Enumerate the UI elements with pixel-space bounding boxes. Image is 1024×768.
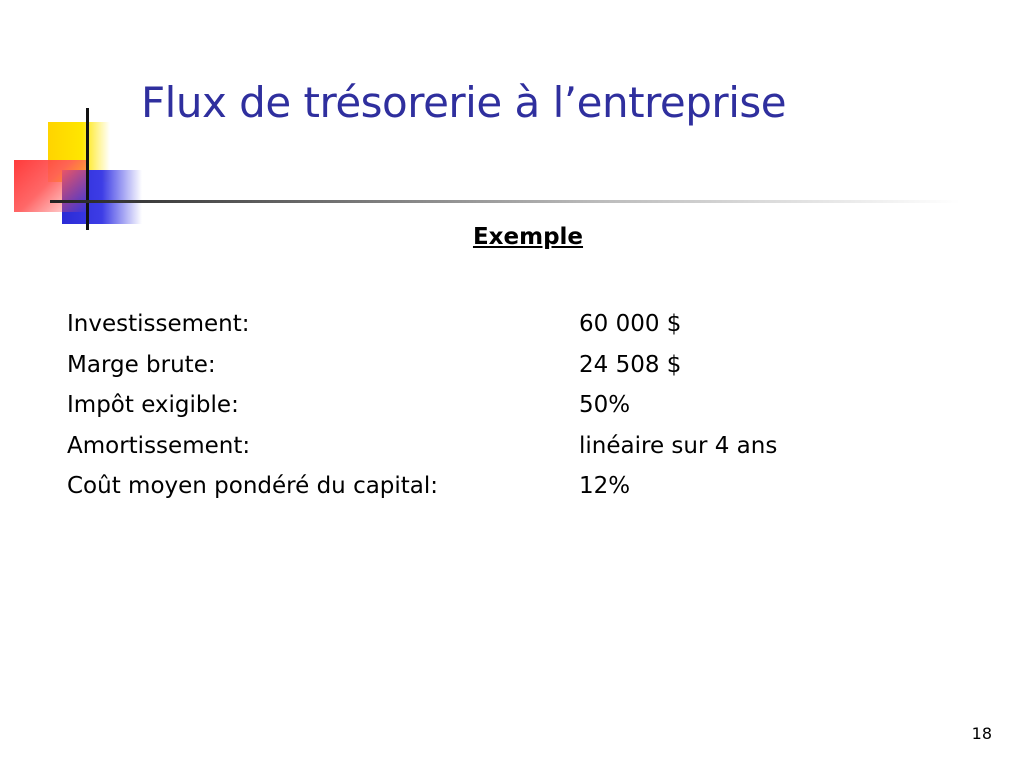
row-value: 24 508 $ — [579, 351, 682, 378]
list-item — [67, 345, 967, 386]
row-value: 50% — [579, 392, 631, 419]
page-number: 18 — [971, 724, 992, 743]
data-list — [67, 304, 967, 507]
row-value: linéaire sur 4 ans — [579, 432, 778, 459]
row-label: Investissement: — [67, 311, 250, 338]
list-item — [67, 385, 967, 426]
title-underline-divider — [50, 200, 960, 203]
row-label: Marge brute: — [67, 351, 216, 378]
slide-title: Flux de trésorerie à l’entreprise — [141, 78, 787, 127]
list-item — [67, 466, 967, 507]
logo-vertical-line — [86, 108, 89, 230]
row-label: Coût moyen pondéré du capital: — [67, 473, 439, 500]
section-heading: Exemple — [472, 224, 584, 250]
list-item — [67, 304, 967, 345]
row-value: 60 000 $ — [579, 311, 682, 338]
row-value: 12% — [579, 473, 631, 500]
logo-red-square — [14, 160, 88, 212]
row-label: Impôt exigible: — [67, 392, 239, 419]
row-label: Amortissement: — [67, 432, 251, 459]
list-item — [67, 426, 967, 467]
